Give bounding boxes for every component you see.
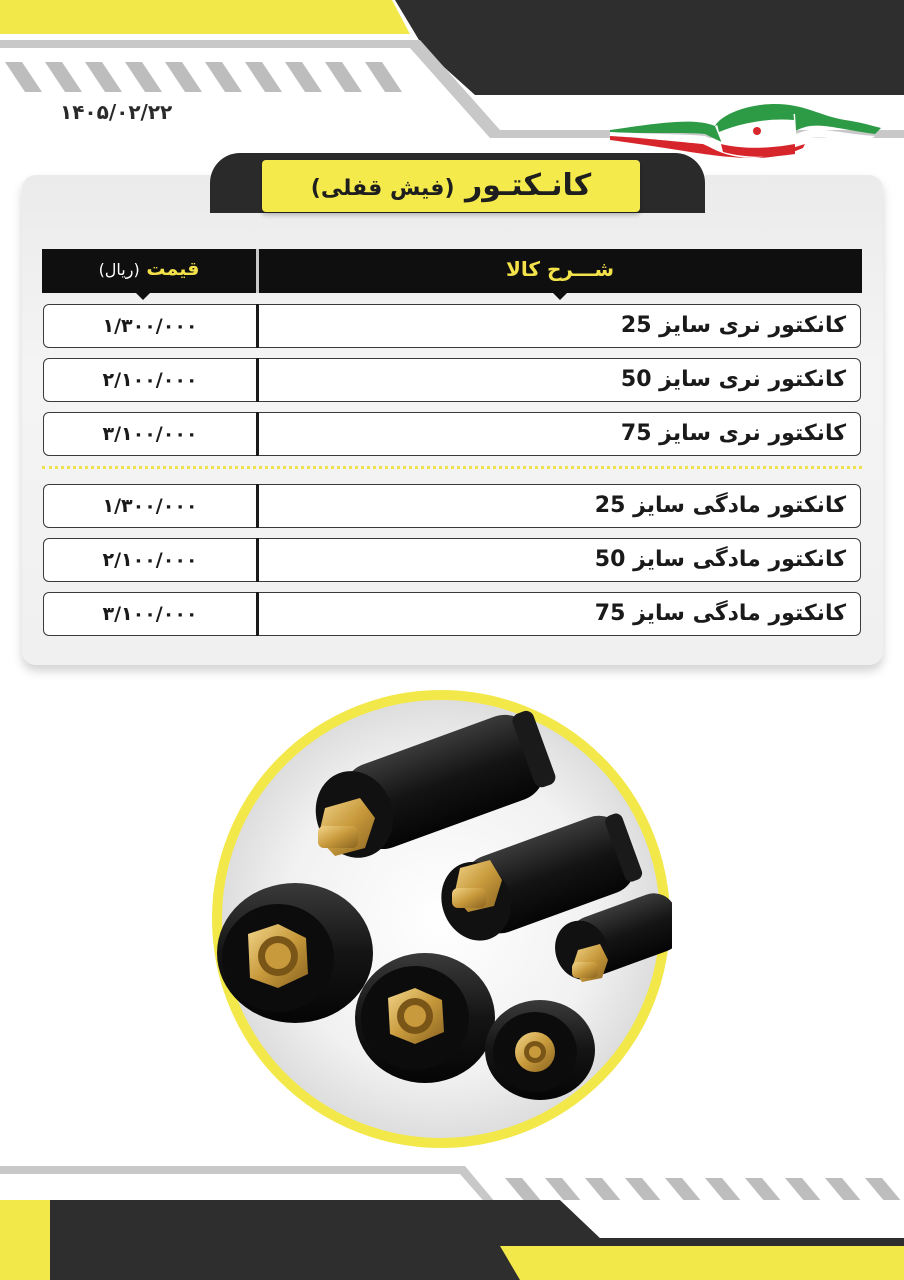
table-row — [43, 592, 861, 636]
connector-product-image — [210, 688, 672, 1150]
column-header-description: شـــرح کالا — [505, 257, 615, 281]
iran-flag-icon — [605, 98, 885, 158]
row-divider — [256, 484, 259, 528]
row-description: کانکتور مادگی سایز 75 — [594, 601, 846, 626]
table-row — [43, 358, 861, 402]
description-header-notch — [553, 293, 567, 300]
row-divider — [256, 304, 259, 348]
table-row — [43, 484, 861, 528]
row-price: ۳/۱۰۰/۰۰۰ — [102, 603, 198, 625]
row-divider — [256, 412, 259, 456]
row-price: ۳/۱۰۰/۰۰۰ — [102, 423, 198, 445]
column-header-price — [42, 249, 256, 293]
row-description: کانکتور نری سایز 25 — [620, 313, 846, 338]
table-row — [43, 412, 861, 456]
title-sub: (فیش قفلی) — [310, 176, 455, 201]
price-header-notch — [136, 293, 150, 300]
row-price: ۲/۱۰۰/۰۰۰ — [102, 369, 198, 391]
row-price: ۲/۱۰۰/۰۰۰ — [102, 549, 198, 571]
group-separator — [42, 466, 862, 469]
footer-decoration — [0, 1160, 904, 1280]
row-description: کانکتور مادگی سایز 50 — [594, 547, 846, 572]
row-price: ۱/۳۰۰/۰۰۰ — [102, 315, 198, 337]
row-description: کانکتور مادگی سایز 25 — [594, 493, 846, 518]
table-row — [43, 538, 861, 582]
row-description: کانکتور نری سایز 75 — [620, 421, 846, 446]
row-description: کانکتور نری سایز 50 — [620, 367, 846, 392]
title-main: کانـکتـور — [464, 168, 592, 203]
price-header-label: قیمت — [146, 258, 200, 280]
row-divider — [256, 592, 259, 636]
header-divider — [256, 249, 259, 293]
row-divider — [256, 358, 259, 402]
page-title — [262, 160, 640, 212]
price-unit-label: (ریال) — [98, 260, 140, 279]
row-price: ۱/۳۰۰/۰۰۰ — [102, 495, 198, 517]
row-divider — [256, 538, 259, 582]
date-label: ۱۴۰۵/۰۲/۲۲ — [60, 100, 173, 124]
table-row — [43, 304, 861, 348]
